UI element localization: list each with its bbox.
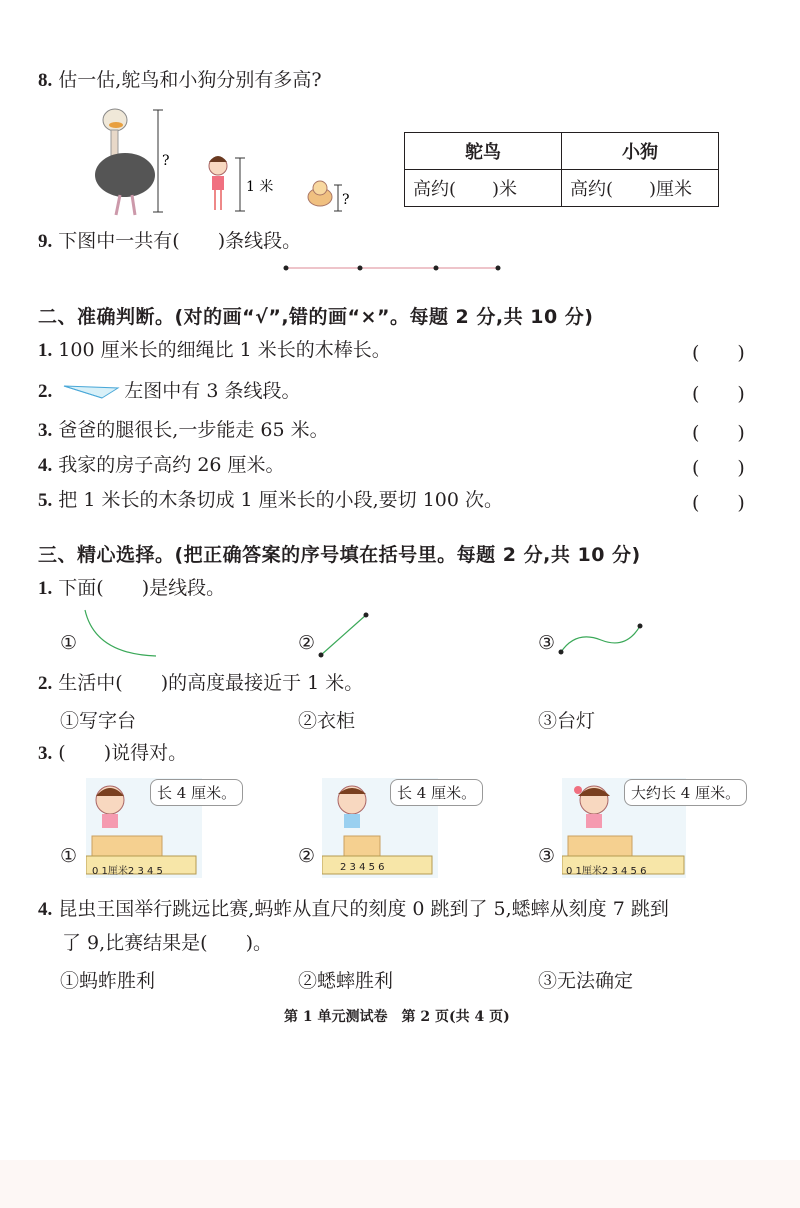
wave-figure-3 (556, 620, 646, 656)
ruler-a-labels: 0 1厘米2 3 4 5 (92, 866, 163, 877)
girl-icon (209, 156, 227, 210)
judge-item-1: 1. 100 厘米长的细绳比 1 米长的木棒长。 (38, 339, 391, 361)
q9-text: 9. 下图中一共有( )条线段。 (38, 230, 302, 252)
q8-label-1m: 1 米 (246, 179, 274, 195)
table-head-ostrich: 鸵鸟 (405, 133, 562, 170)
segment-figure (280, 260, 510, 276)
choice-q1-opt3[interactable]: ③ (538, 632, 556, 654)
judge-item-4: 4. 我家的房子高约 26 厘米。 (38, 454, 285, 476)
judge-item-2: 2. 左图中有 3 条线段。 (38, 380, 301, 402)
choice-q4-opt2[interactable]: ②蟋蟀胜利 (298, 970, 394, 992)
judge-answer-5[interactable]: ( ) (692, 492, 745, 514)
judge-answer-3[interactable]: ( ) (692, 422, 745, 444)
choice-q3-opt1[interactable]: ① (60, 845, 78, 867)
bottom-band (0, 1160, 800, 1208)
choice-q3-opt3[interactable]: ③ (538, 845, 556, 867)
choice-q4-opt1[interactable]: ①蚂蚱胜利 (60, 970, 156, 992)
choice-q1-opt2[interactable]: ② (298, 632, 316, 654)
choice-q2-opt2[interactable]: ②衣柜 (298, 710, 356, 732)
table-head-dog: 小狗 (562, 133, 719, 170)
ruler-b-labels: 2 3 4 5 6 (340, 862, 385, 873)
judge-answer-1[interactable]: ( ) (692, 342, 745, 364)
choice-q2-opt1[interactable]: ①写字台 (60, 710, 137, 732)
choice-q1: 1. 下面( )是线段。 (38, 577, 226, 599)
q8-text: 8. 估一估,鸵鸟和小狗分别有多高? (38, 69, 322, 91)
q8-label-q1: ? (162, 153, 170, 169)
speech-bubble-c: 大约长 4 厘米。 (624, 779, 747, 806)
page-footer: 第 1 单元测试卷 第 2 页(共 4 页) (284, 1009, 510, 1025)
choice-q1-opt1[interactable]: ① (60, 632, 78, 654)
dog-icon (308, 181, 332, 206)
curve-figure-1 (80, 606, 160, 660)
choice-q2-opt3[interactable]: ③台灯 (538, 710, 596, 732)
q8-label-q2: ? (342, 192, 350, 208)
judge-item-5: 5. 把 1 米长的木条切成 1 厘米长的小段,要切 100 次。 (38, 489, 504, 511)
judge-item-3: 3. 爸爸的腿很长,一步能走 65 米。 (38, 419, 329, 441)
section2-title: 二、准确判断。(对的画“√”,错的画“×”。每题 2 分,共 10 分) (38, 306, 594, 328)
ostrich-icon (95, 109, 155, 215)
choice-q3: 3. ( )说得对。 (38, 742, 188, 764)
section3-title: 三、精心选择。(把正确答案的序号填在括号里。每题 2 分,共 10 分) (38, 544, 641, 566)
judge-answer-2[interactable]: ( ) (692, 383, 745, 405)
segment-figure-2 (316, 610, 372, 660)
ostrich-dog-illustration (80, 100, 370, 218)
speech-bubble-b: 长 4 厘米。 (390, 779, 483, 806)
choice-q4-line1: 4. 昆虫王国举行跳远比赛,蚂蚱从直尺的刻度 0 跳到了 5,蟋蟀从刻度 7 跳到 (38, 898, 669, 920)
q8-answer-table (404, 132, 719, 207)
choice-q3-opt2[interactable]: ② (298, 845, 316, 867)
choice-q4-line2: 了 9,比赛结果是( )。 (62, 932, 272, 954)
dog-answer-cell[interactable]: 高约( )厘米 (562, 170, 719, 207)
ostrich-answer-cell[interactable]: 高约( )米 (405, 170, 562, 207)
kite-shape-icon (62, 382, 120, 402)
judge-answer-4[interactable]: ( ) (692, 457, 745, 479)
choice-q2: 2. 生活中( )的高度最接近于 1 米。 (38, 672, 364, 694)
speech-bubble-a: 长 4 厘米。 (150, 779, 243, 806)
ruler-c-labels: 0 1厘米2 3 4 5 6 (566, 866, 647, 877)
choice-q4-opt3[interactable]: ③无法确定 (538, 970, 634, 992)
